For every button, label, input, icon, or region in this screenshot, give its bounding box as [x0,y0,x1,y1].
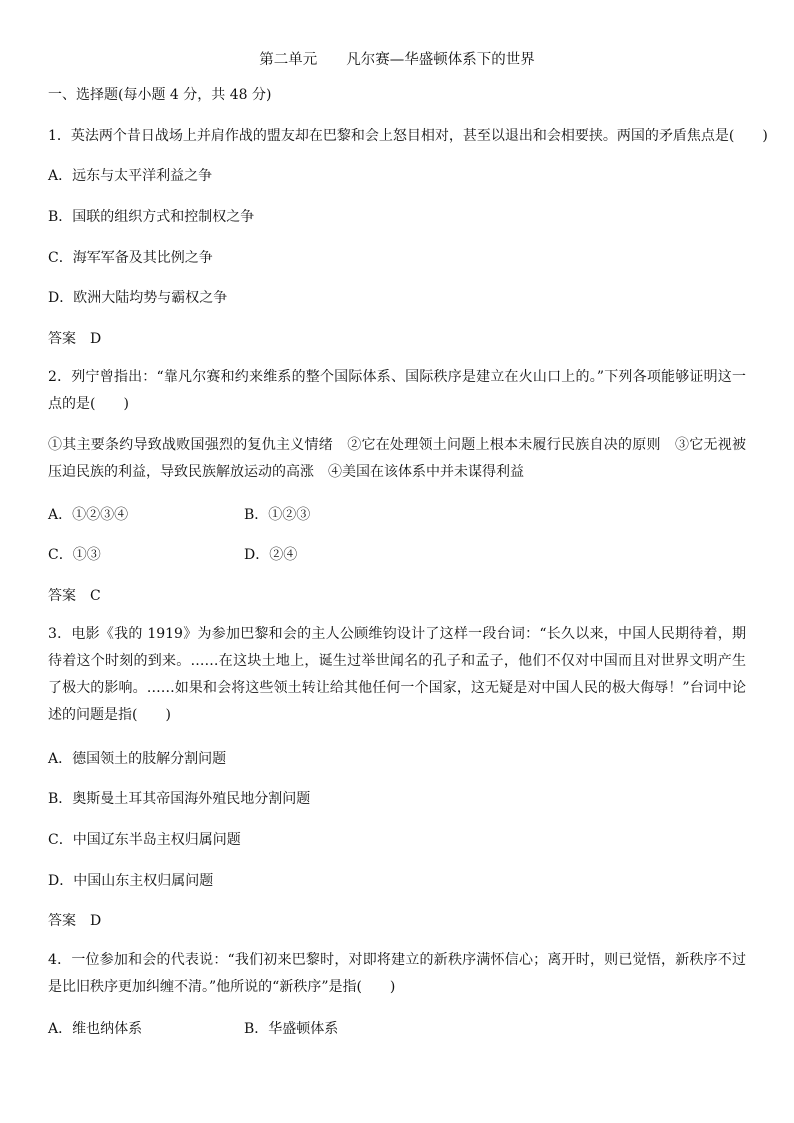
question-1-option-a: A．远东与太平洋利益之争 [48,168,213,184]
question-2-answer: 答案 C [48,588,101,604]
question-2-stem: 2．列宁曾指出：“靠凡尔赛和约来维系的整个国际体系、国际秩序是建立在火山口上的。”下列各项能够证明这一点的是( ) [48,369,746,412]
question-3-option-c: C．中国辽东半岛主权归属问题 [48,832,241,848]
question-2-option-a: A．①②③④ [48,507,129,523]
question-1-stem: 1．英法两个昔日战场上并肩作战的盟友却在巴黎和会上怒目相对，甚至以退出和会相要挟。两国的矛盾焦点是( ) [48,128,768,144]
question-2-option-c: C．①③ [48,547,101,563]
page-title: 第二单元 凡尔赛—华盛顿体系下的世界 [259,52,535,68]
question-4-stem: 4．一位参加和会的代表说：“我们初来巴黎时，对即将建立的新秩序满怀信心；离开时，则已觉悟，新秩序不过是比旧秩序更加纠缠不清。”他所说的“新秩序”是指( ) [48,952,746,995]
question-4-option-b: B．华盛顿体系 [244,1021,339,1037]
question-1-option-d: D．欧洲大陆均势与霸权之争 [48,290,228,306]
question-1-option-b: B．国联的组织方式和控制权之争 [48,209,255,225]
question-1-option-c: C．海军军备及其比例之争 [48,250,213,266]
question-3-option-a: A．德国领土的肢解分割问题 [48,751,227,767]
question-3-option-b: B．奥斯曼土耳其帝国海外殖民地分割问题 [48,791,311,807]
question-4-option-a: A．维也纳体系 [48,1021,143,1037]
question-3-answer: 答案 D [48,913,102,929]
question-2-statements: ①其主要条约导致战败国强烈的复仇主义情绪 ②它在处理领土问题上根本未履行民族自决的原则 ③它无视被压迫民族的利益，导致民族解放运动的高涨 ④美国在该体系中并未谋得利益 [48,437,746,480]
question-3-option-d: D．中国山东主权归属问题 [48,873,214,889]
question-2-option-b: B．①②③ [244,507,311,523]
section-heading: 一、选择题(每小题 4 分，共 48 分) [48,87,272,103]
question-1-answer: 答案 D [48,331,102,347]
question-2-option-d: D．②④ [244,547,298,563]
question-3-stem: 3．电影《我的 1919》为参加巴黎和会的主人公顾维钧设计了这样一段台词：“长久以来，中国人民期待着，期待着这个时刻的到来。……在这块土地上，诞生过举世闻名的孔子和孟子，他们不仅对中国而且对世界文明产生了极大的影响。……如果和会将这些领土转让给其他任何一个国家，这无疑是对中国人民的极大侮辱！”台词中论述的问题是指( ) [48,626,746,723]
